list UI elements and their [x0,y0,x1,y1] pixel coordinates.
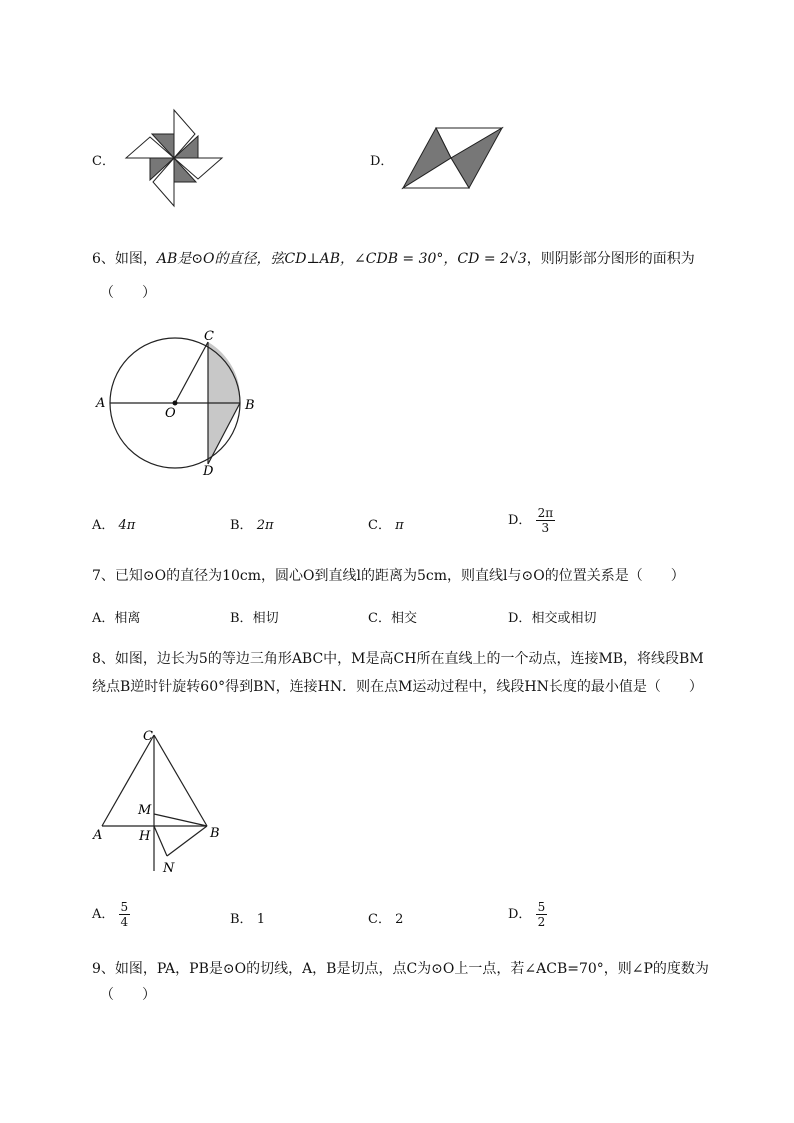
q8-label-b: B [210,826,220,841]
q8-label-n: N [163,861,175,876]
q5-option-c-label: C． [92,154,115,169]
q8-option-b: B． 1 [230,912,265,927]
q8-option-d: D． $\frac{5}{2}$ [508,900,546,929]
q5-option-d-label: D． [370,154,394,169]
q8-option-c: C． 2 [368,912,404,927]
q6-stem: 6、如图，AB是⊙O的直径，弦CD⊥AB，∠CDB = 30°，CD = 2√3，则阴影部分图形的面积为 [92,251,695,267]
q6-answer-bracket: （ ） [100,285,156,301]
q9-answer-bracket: （ ） [100,987,156,1003]
q8-label-h: H [139,829,151,844]
q8-option-a: A． $\frac{5}{4}$ [92,900,129,929]
q7-option-c: C．相交 [368,611,417,626]
q6-label-a: A [96,396,106,411]
q8-stem-line2: 绕点B逆时针旋转60°得到BN，连接HN．则在点M运动过程中，线段HN长度的最小值是（ ） [92,679,703,695]
q6-option-c: C． π [368,518,404,533]
q6-label-o: O [165,406,176,421]
q8-stem-line1: 8、如图，边长为5的等边三角形ABC中，M是高CH所在直线上的一个动点，连接MB，将线段BM [92,651,704,667]
q6-label-c: C [204,329,214,344]
q6-circle-figure [92,328,262,480]
q6-option-a: A． 4π [92,518,136,533]
q7-stem: 7、已知⊙O的直径为10cm，圆心O到直线l的距离为5cm，则直线l与⊙O的位置关系是（ ） [92,568,685,584]
q6-option-b: B． 2π [230,518,274,533]
q6-label-d: D [203,464,214,479]
q5-pinwheel-figure [122,108,226,210]
q5-parallelogram-figure [400,126,504,190]
q8-label-m: M [138,803,152,818]
q8-label-c: C [143,729,153,744]
q7-option-b: B．相切 [230,611,279,626]
q7-option-d: D．相交或相切 [508,611,597,626]
q9-stem-line1: 9、如图，PA，PB是⊙O的切线，A，B是切点，点C为⊙O上一点，若∠ACB=70°，则∠P的度数为 [92,961,709,977]
q8-triangle-figure [90,726,225,876]
q6-option-d: D． $\frac{2\pi}{3}$ [508,506,554,535]
q6-label-b: B [245,398,255,413]
q7-option-a: A．相离 [92,611,141,626]
q8-label-a: A [93,828,103,843]
